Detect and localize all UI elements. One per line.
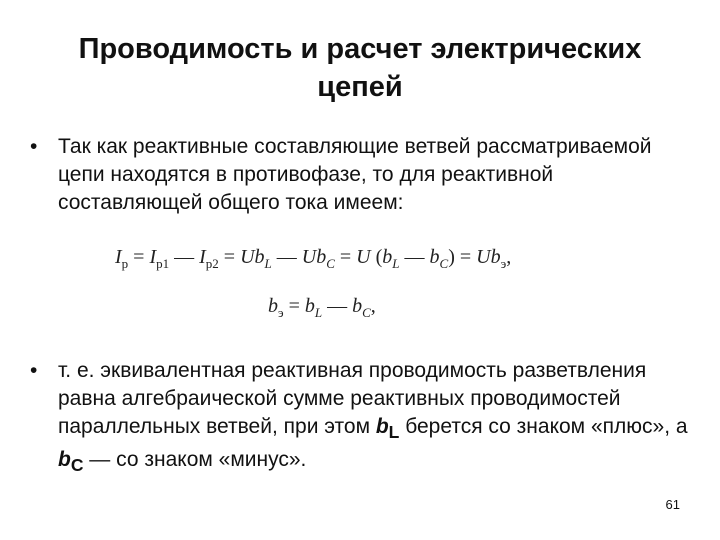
bullet-text-part: т. е. эквивалентная реактивная проводимость разветвления равна алгебраической сумме реактивных проводимостей параллельных ветвей, при этом	[58, 359, 647, 438]
bullet-item	[30, 357, 690, 479]
slide-title: Проводимость и расчет электрических цепей	[78, 33, 642, 103]
bullet-text	[58, 357, 690, 479]
bullet-marker: •	[30, 135, 38, 158]
bullet-text-part: — со знаком «минус».	[83, 448, 307, 472]
bullet-item	[30, 133, 690, 217]
bullet-text: Так как реактивные составляющие ветвей рассматриваемой цепи находятся в противофазе, то для реактивной составляющей общего тока имеем:	[58, 135, 652, 214]
symbol-bl-sub: L	[388, 422, 400, 443]
symbol-bc: b	[58, 448, 71, 472]
symbol-bc-sub: C	[70, 455, 84, 476]
formula-reactive-current: $I_р = I_{р1}$ — $I_{р2} = Ub_L$ — $Ub_C = U$ ($b_L$ — $b_C) = Ub_э$,	[115, 246, 512, 271]
bullet-text-part: берется со знаком «плюс», а	[399, 415, 688, 438]
bullet-marker: •	[30, 359, 38, 382]
page-number: 61	[665, 497, 680, 512]
symbol-bl: b	[375, 415, 389, 438]
formula-equivalent-susceptance: $b_э = b_L$ — $b_C$,	[268, 295, 376, 320]
